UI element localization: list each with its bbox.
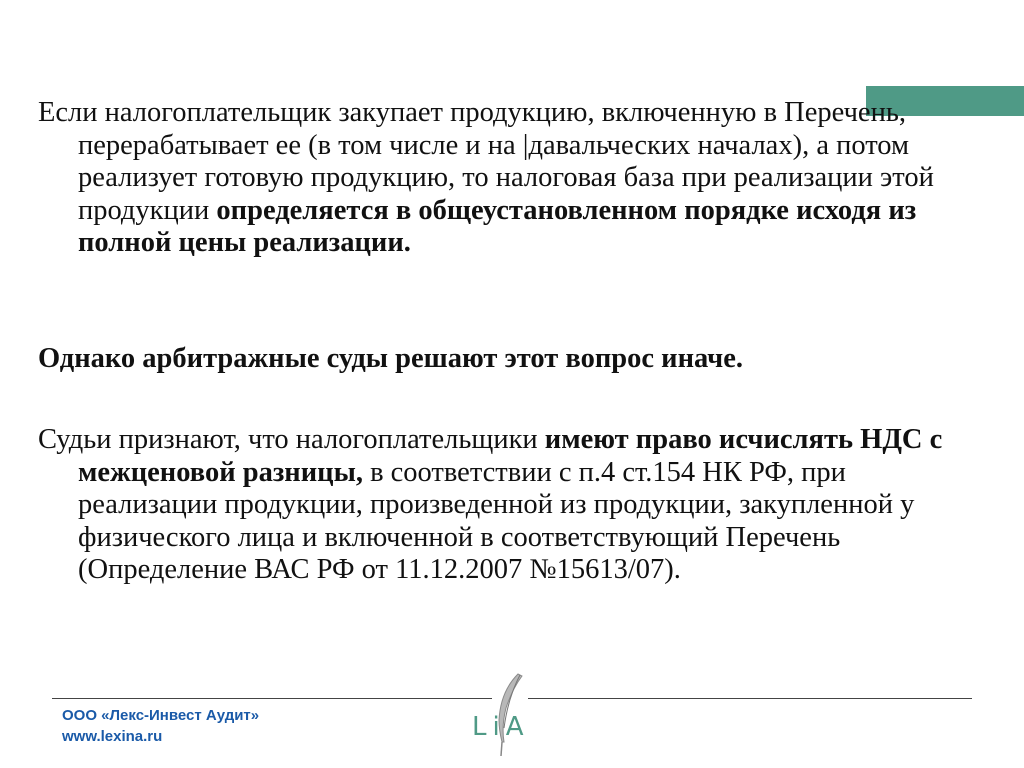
- paragraph-text: Если налогоплательщик закупает продукцию, включенную в Перечень, перерабатывает ее (в том числе и на |давальческих началах), а потом реализует готовую продукцию, то налоговая база при реализации этой продукции: [38, 97, 934, 226]
- paragraph-bold-text: имеют право исчислять НДС с межценовой разницы,: [78, 424, 943, 488]
- paragraph-purchase-rule: [38, 97, 978, 260]
- company-info: [62, 705, 259, 747]
- paragraph-judges: [38, 424, 978, 587]
- footer-divider-left: [52, 698, 492, 699]
- footer-divider-right: [528, 698, 972, 699]
- paragraph-bold-text: определяется в общеустановленном порядке исходя из полной цены реализации.: [78, 194, 917, 258]
- paragraph-text: в соответствии с п.4 ст.154 НК РФ, при реализации продукции, произведенной из продукции, закупленной у физического лица и включенной в соответствующий Перечень (Определение ВАС РФ от 11.12.2007 №15613/07).: [78, 456, 915, 585]
- company-website[interactable]: www.lexina.ru: [62, 728, 163, 745]
- paragraph-courts: [38, 343, 978, 376]
- paragraph-bold-text: Однако арбитражные суды решают этот вопрос иначе.: [38, 343, 743, 374]
- paragraph-text: Судьи признают, что налогоплательщики: [38, 424, 545, 455]
- company-name: ООО «Лекс-Инвест Аудит»: [62, 707, 260, 724]
- logo-text: LiA: [472, 712, 530, 742]
